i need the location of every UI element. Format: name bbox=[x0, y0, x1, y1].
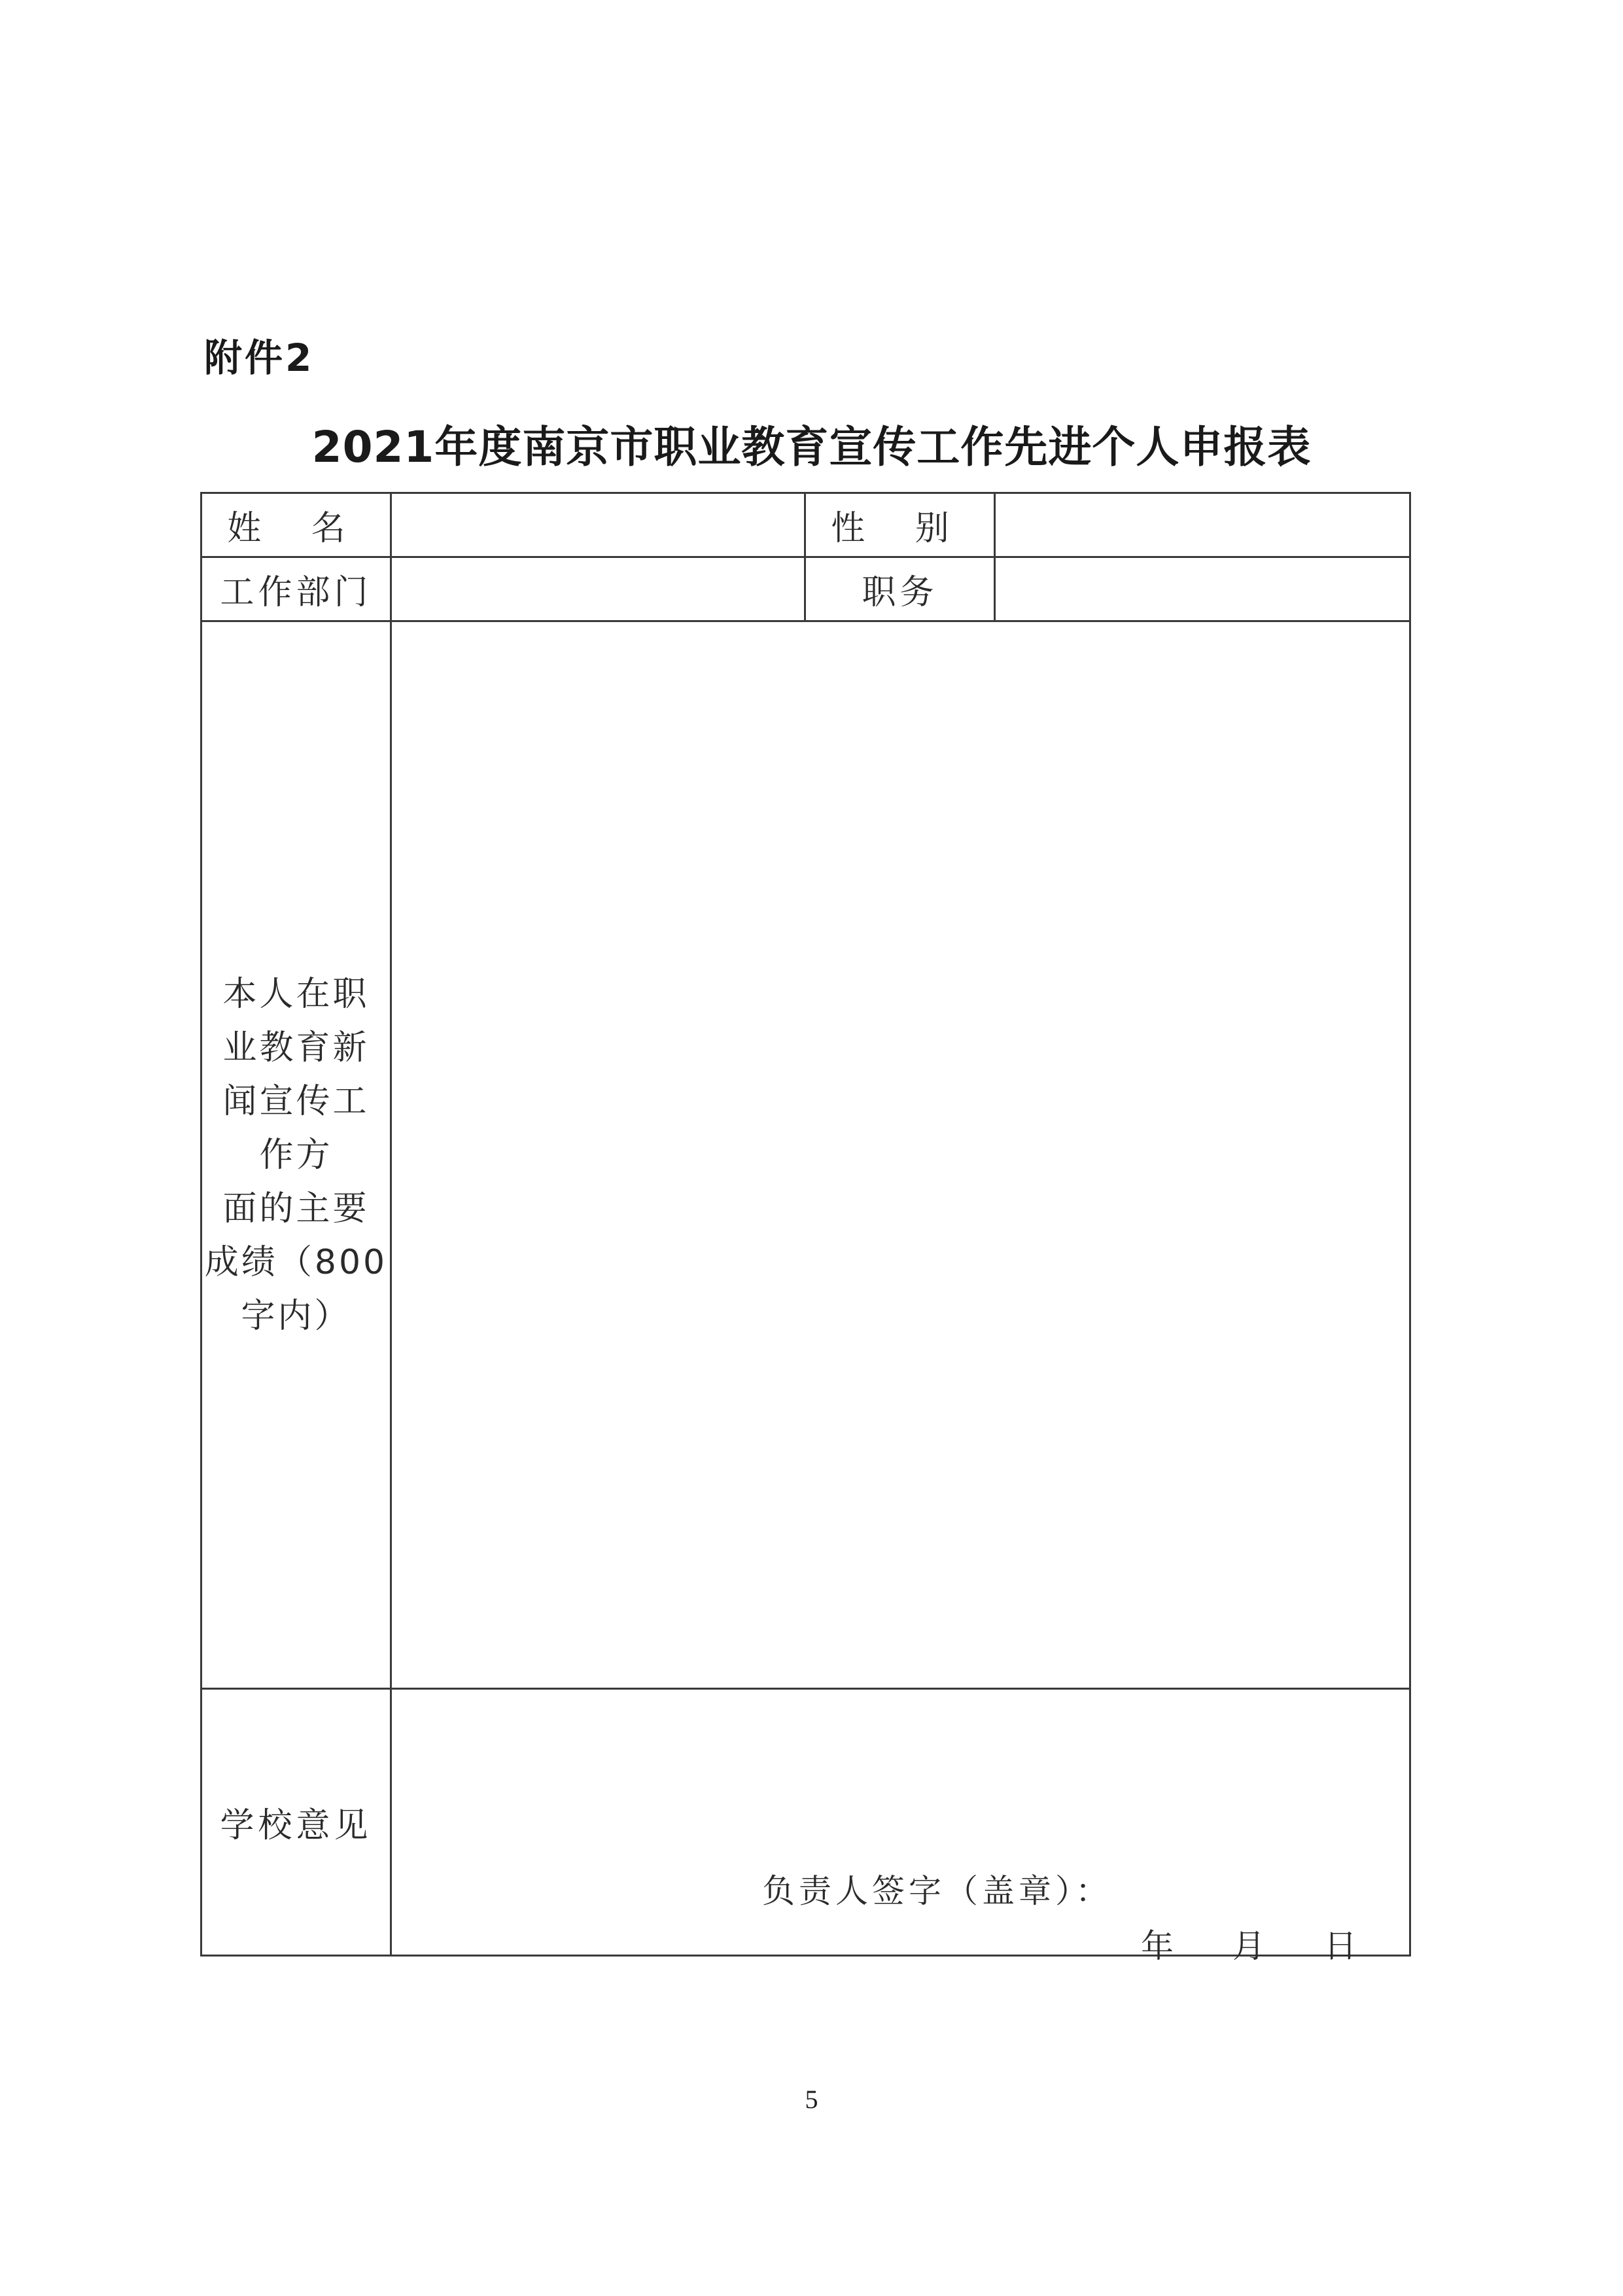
gender-field[interactable] bbox=[995, 493, 1410, 557]
position-field[interactable] bbox=[995, 557, 1410, 621]
name-label: 姓 名 bbox=[201, 493, 391, 557]
achievements-label-line: 业教育新 bbox=[222, 1028, 370, 1068]
position-label: 职务 bbox=[805, 557, 995, 621]
date-line bbox=[1141, 1920, 1357, 1967]
application-form-table bbox=[200, 492, 1411, 1965]
achievements-field[interactable] bbox=[391, 621, 1410, 1689]
form-row-name-gender bbox=[201, 493, 1410, 557]
achievements-label-line: 面的主要 bbox=[222, 1189, 370, 1228]
name-field[interactable] bbox=[391, 493, 805, 557]
date-day-label: 日 bbox=[1324, 1927, 1357, 1965]
achievements-label-line: 本人在职 bbox=[222, 974, 370, 1014]
form-row-school-opinion bbox=[201, 1689, 1410, 1956]
school-opinion-label: 学校意见 bbox=[201, 1689, 391, 1956]
attachment-label: 附件2 bbox=[204, 336, 315, 380]
school-opinion-field[interactable] bbox=[391, 1689, 1410, 1965]
signature-label: 负责人签字（盖章）： bbox=[762, 1872, 1112, 1910]
page-number: 5 bbox=[805, 2085, 818, 2114]
achievements-label-line: 作方 bbox=[259, 1135, 333, 1175]
department-label: 工作部门 bbox=[201, 557, 391, 621]
achievements-label bbox=[201, 621, 391, 1689]
document-title: 2021年度南京市职业教育宣传工作先进个人申报表 bbox=[311, 422, 1312, 472]
form-row-department-position bbox=[201, 557, 1410, 621]
achievements-label-line: 闻宣传工 bbox=[222, 1081, 370, 1121]
date-month-label: 月 bbox=[1232, 1927, 1265, 1965]
achievements-label-line: 成绩（800 bbox=[204, 1242, 388, 1282]
gender-label: 性 别 bbox=[805, 493, 995, 557]
department-field[interactable] bbox=[391, 557, 805, 621]
form-row-achievements bbox=[201, 621, 1410, 1689]
date-year-label: 年 bbox=[1141, 1927, 1174, 1965]
achievements-label-line: 字内） bbox=[241, 1296, 351, 1336]
